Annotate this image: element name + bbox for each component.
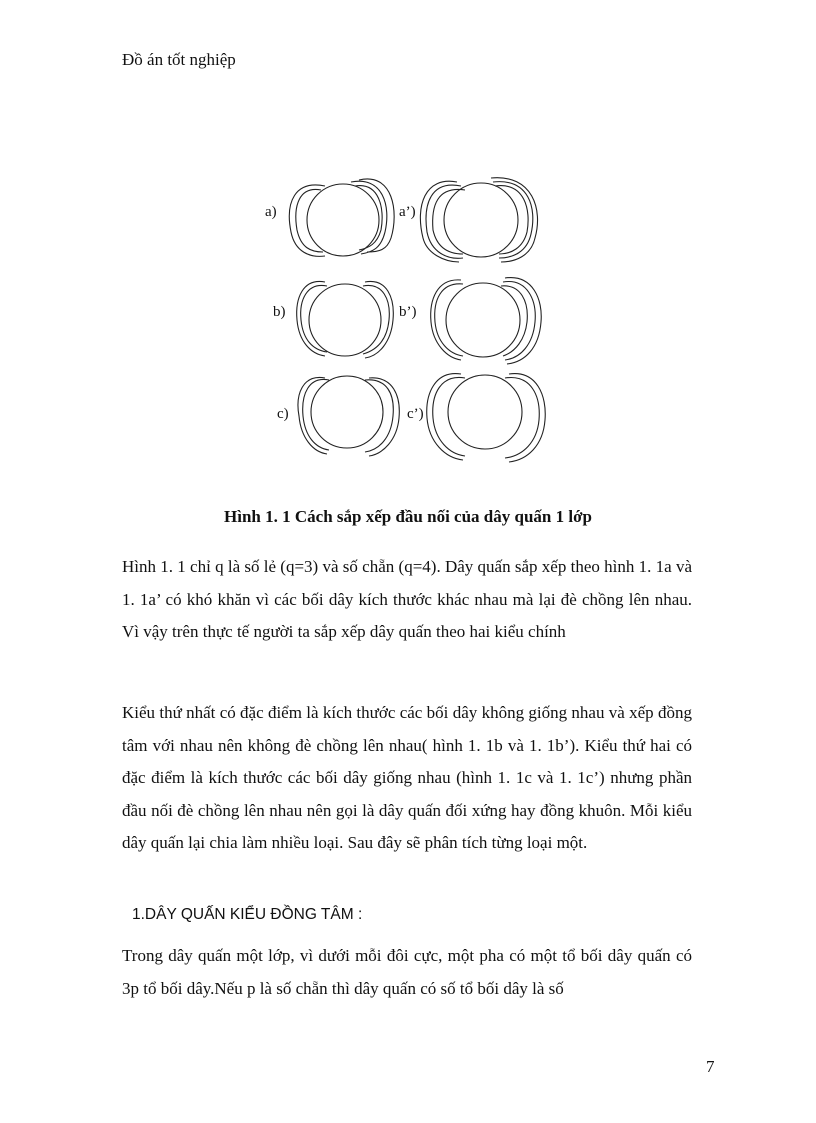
- running-header: Đồ án tốt nghiệp: [122, 50, 236, 69]
- paragraph-1: Hình 1. 1 chỉ q là số lẻ (q=3) và số chẵn (q=4). Dây quấn sắp xếp theo hình 1. 1a và 1. 1a’ có khó khăn vì các bối dây kích thước khác nhau mà lại đè chồng lên nhau. Vì vậy trên thực tế người ta sắp xếp dây quấn theo hai kiểu chính: [122, 557, 692, 641]
- paragraph-2: Kiểu thứ nhất có đặc điểm là kích thước các bối dây không giống nhau và xếp đồng tâm với nhau nên không đè chồng lên nhau( hình 1. 1b và 1. 1b’). Kiểu thứ hai có đặc điểm là kích thước các bối dây giống nhau (hình 1. 1c và 1. 1c’) nhưng phần đầu nối đè chồng lên nhau nên gọi là dây quấn đối xứng hay đồng khuôn. Mỗi kiểu dây quấn lại chia làm nhiều loại. Sau đây sẽ phân tích từng loại một.: [122, 703, 692, 852]
- diagram-a-prime: [420, 178, 537, 262]
- diagram-c-prime: [427, 374, 545, 462]
- diagram-a: [289, 179, 394, 256]
- label-c-prime: c’): [407, 406, 424, 422]
- winding-figure: [255, 172, 555, 472]
- section-paragraph: Trong dây quấn một lớp, vì dưới mỗi đôi cực, một pha có một tổ bối dây quấn có 3p tổ bối dây.Nếu p là số chẵn thì dây quấn có số tổ bối dây là số: [122, 946, 692, 998]
- page-number: 7: [706, 1057, 715, 1076]
- diagram-b: [297, 281, 394, 358]
- diagram-b-prime: [431, 278, 542, 364]
- winding-diagram: [255, 172, 555, 472]
- label-c: c): [277, 406, 289, 422]
- label-a: a): [265, 204, 277, 220]
- figure-caption: Hình 1. 1 Cách sắp xếp đầu nối của dây quấn 1 lớp: [224, 507, 592, 526]
- label-a-prime: a’): [399, 204, 416, 220]
- diagram-c: [298, 376, 399, 456]
- label-b: b): [273, 304, 286, 320]
- section-heading: 1.DÂY QUẤN KIỂU ĐỒNG TÂM :: [132, 906, 363, 923]
- label-b-prime: b’): [399, 304, 417, 320]
